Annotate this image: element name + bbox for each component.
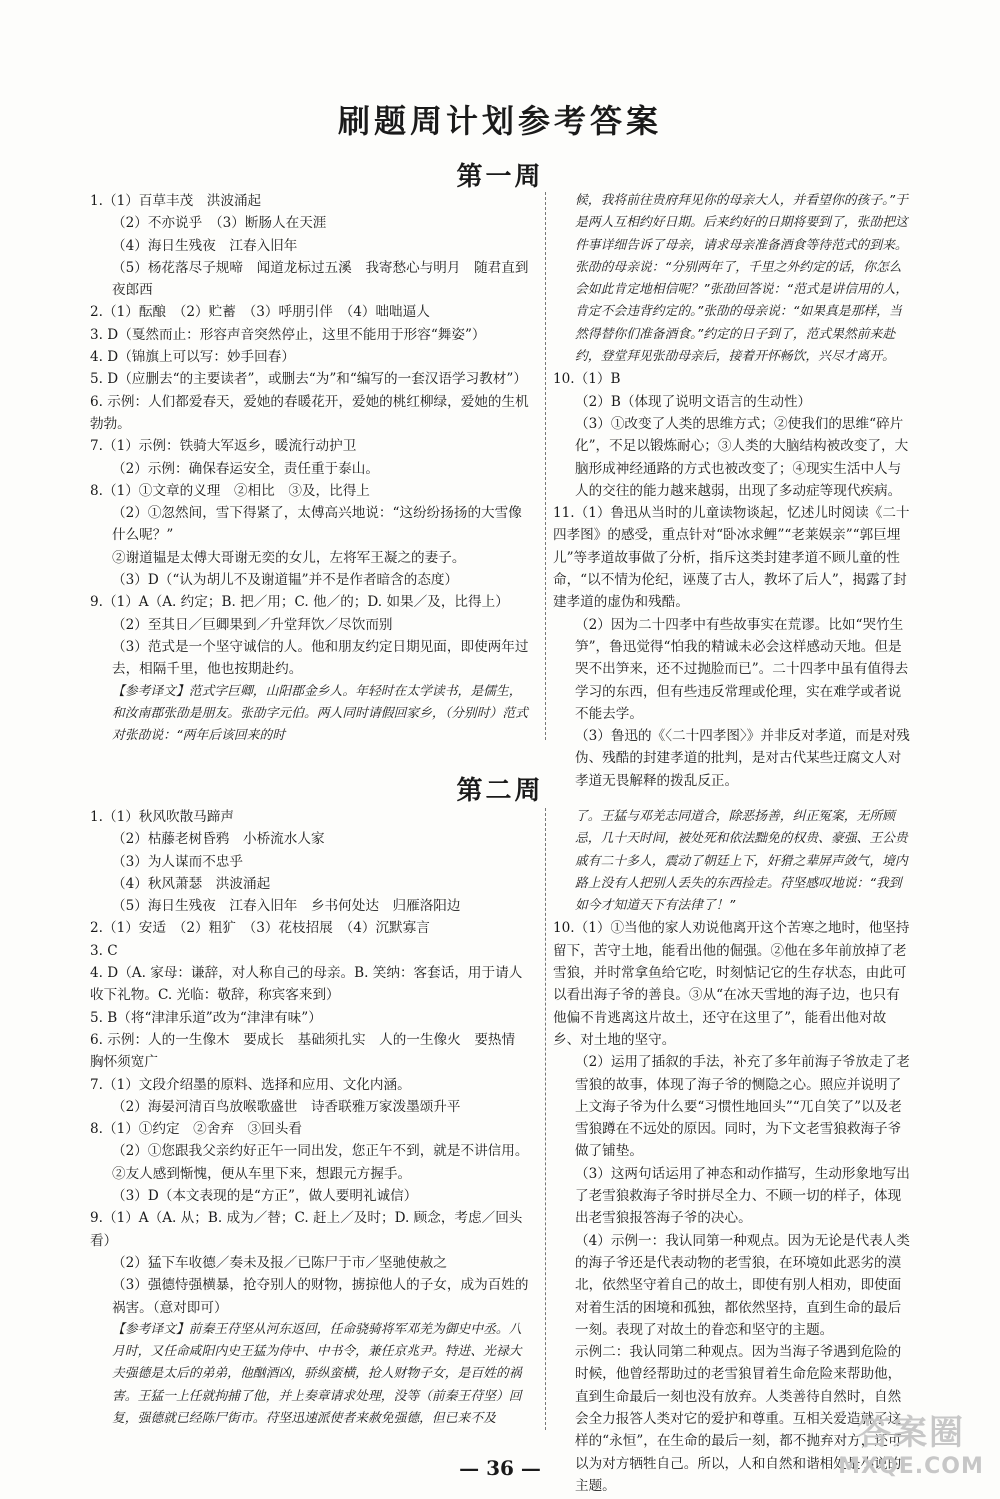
answer-line: 2.（1）安适 （2）粗犷 （3）花枝招展 （4）沉默寡言: [90, 920, 430, 937]
watermark-logo-text: 答案圈: [857, 1413, 965, 1453]
answer-line: （2）枯藤老树昏鸦 小桥流水人家: [112, 831, 325, 848]
answer-line: 7.（1）文段介绍墨的原料、选择和应用、文化内涵。: [90, 1076, 411, 1093]
answer-line: 3. C: [90, 942, 118, 959]
answer-line: （2）运用了插叙的手法，补充了多年前海子爷放走了老雪狼的故事，体现了海子爷的恻隐之心。照应并说明了上文海子爷为什么要“习惯性地回头”“兀自笑了”以及老雪狼蹲在不远处的原因。同时，为下文老雪狼救海子爷做了铺垫。: [575, 1054, 910, 1160]
week1-right-column: [553, 190, 913, 789]
week1-heading: 第一周: [456, 162, 544, 192]
answer-line: 5. D（应删去“的主要读者”，或删去“为”和“编写的一套汉语学习教材”）: [90, 371, 527, 388]
answer-line: 6. 示例：人的一生像木 要成长 基础须扎实 人的一生像火 要热情 胸怀须宽广: [90, 1031, 529, 1071]
answer-line: 4. D（锦旗上可以写：妙手回春）: [90, 349, 295, 366]
answer-line: 3. D（戛然而止：形容声音突然停止，这里不能用于形容“舞姿”）: [90, 326, 486, 343]
answer-line: ②谢道韫是太傅大哥谢无奕的女儿，左将军王凝之的妻子。: [112, 549, 466, 566]
answer-line: 6. 示例：人们都爱春天，爱她的春暖花开，爱她的桃红柳绿，爱她的生机勃勃。: [90, 393, 529, 432]
answer-line: （3）为人谋而不忠乎: [112, 853, 243, 870]
answer-line: （4）海日生残夜 江春入旧年: [112, 237, 298, 254]
answer-line: （2）海晏河清百鸟放喉歌盛世 诗香联雅万家泼墨颂升平: [112, 1098, 461, 1115]
answer-line: 5. B（将“津津乐道”改为“津津有味”）: [90, 1009, 322, 1026]
reference-translation-continued: 了。王猛与邓羌志同道合，除恶扬善，纠正冤案，无所顾忌，几十天时间，被处死和依法黜免的权贵、豪强、王公贵戚有二十多人，震动了朝廷上下，奸猾之辈屏声敛气，境内路上没有人把别人丢失的东西捡走。苻坚感叹地说：“我到如今才知道天下有法律了！”: [575, 809, 908, 914]
answer-line: 11.（1）鲁迅从当时的儿童读物谈起，忆述儿时阅读《二十四孝图》的感受，重点针对“卧冰求鲤”“老莱娱亲”“郭巨埋儿”等孝道故事做了分析，指斥这类封建孝道不顾儿童的性命，“以不情为伦纪，诬蔑了古人，教坏了后人”，揭露了封建孝道的虚伪和残酷。: [553, 505, 910, 611]
watermark-logo: [836, 1405, 986, 1479]
answer-line: 10.（1）B: [553, 371, 621, 388]
answer-line: （3）范式是一个坚守诚信的人。他和朋友约定日期见面，即使两年过去，相隔千里，他也按期赴约。: [112, 638, 529, 678]
answer-line: （2）猛下车收德／奏未及报／已陈尸于市／坚驰使赦之: [112, 1254, 447, 1271]
week1-left-column: [90, 190, 530, 765]
answer-line: （3）D（“认为胡儿不及谢道韫”并不是作者暗含的态度）: [112, 572, 459, 589]
reference-translation: 【参考译文】前秦王苻坚从河东返回，任命骁骑将军邓羌为御史中丞。八月时，又任命咸阳内史王猛为侍中、中书令，兼任京兆尹。特进、光禄大夫强德是太后的弟弟，他酗酒凶，骄纵蛮横，抢人财物子女，是百姓的祸害。王猛一上任就拘捕了他，并上奏章请求处理，没等（前秦王苻坚）回复，强德就已经陈尸街市。苻坚迅速派使者来赦免强德，但已来不及: [112, 1321, 522, 1427]
answer-line: 8.（1）①约定 ②舍弃 ③回头看: [90, 1121, 302, 1138]
answer-line: 9.（1）A（A. 从；B. 成为／替；C. 赶上／及时；D. 顾念，考虑／回头看）: [90, 1210, 523, 1249]
answer-line: （3）强德恃强横暴，抢夺别人的财物，掳掠他人的子女，成为百姓的祸害。（意对即可）: [112, 1277, 529, 1316]
answer-line: 1.（1）百草丰茂 洪波涌起: [90, 193, 262, 209]
answer-line: （2）示例：确保春运安全，责任重于泰山。: [112, 460, 379, 477]
answer-line: 8.（1）①文章的义理 ②相比 ③及，比得上: [90, 482, 370, 499]
reference-translation: 【参考译文】范式字巨卿，山阳郡金乡人。年轻时在太学读书，是儒生，和汝南郡张劭是朋友。张劭字元伯。两人同时请假回家乡，（分别时）范式对张劭说：“两年后该回来的时: [112, 683, 528, 744]
week2-heading: 第二周: [456, 776, 544, 806]
answer-line: （2）①您跟我父亲约好正午一同出发，您正午不到，就是不讲信用。②友人感到惭愧，便从车里下来，想跟元方握手。: [112, 1143, 529, 1182]
page-title: 刷题周计划参考答案: [337, 102, 662, 140]
answer-line: （2）因为二十四孝中有些故事实在荒谬。比如“哭竹生笋”，鲁迅觉得“怕我的精诚未必会这样感动天地。但是哭不出笋来，还不过抛脸而已”。二十四孝中虽有值得去学习的东西，但有些违反常理或伦理，实在难学或者说不能去学。: [575, 616, 909, 722]
answer-line: 7.（1）示例：铁骑大军返乡，暖流行动护卫: [90, 438, 357, 455]
answer-line: （5）杨花落尽子规啼 闻道龙标过五溪 我寄愁心与明月 随君直到夜郎西: [112, 259, 529, 299]
answer-line: （4）示例一：我认同第一种观点。因为无论是代表人类的海子爷还是代表动物的老雪狼，在环境如此恶劣的漠北，依然坚守着自己的故土，即使有别人相劝，即使面对着生活的困境和孤独，都依然坚持，直到生命的最后一刻。表现了对故土的眷恋和坚守的主题。: [575, 1232, 910, 1338]
watermark-url: MXQE.COM: [838, 1454, 984, 1479]
answer-line: 10.（1）①当他的家人劝说他离开这个苦寒之地时，他坚持留下，苦守土地，能看出他的倔强。②他在多年前放掉了老雪狼，并时常拿鱼给它吃，时刻惦记它的生存状态，由此可以看出海子爷的善良。③从“在冰天雪地的海子边，也只有他偏不肯逃离这片故土，还守在这里了”，能看出他对故乡、对土地的坚守。: [553, 920, 910, 1048]
answer-line: 2.（1）酝酿 （2）贮蓄 （3）呼朋引伴 （4）咄咄逼人: [90, 304, 430, 321]
answer-line: 9.（1）A（A. 约定；B. 把／用；C. 他／的；D. 如果／及，比得上）: [90, 594, 509, 611]
column-divider: [545, 808, 546, 1430]
answer-line: （2）不亦说乎 （3）断肠人在天涯: [112, 215, 327, 232]
answer-line: （2）①忽然间，雪下得紧了，太傅高兴地说：“这纷纷扬扬的大雪像什么呢？”: [112, 505, 522, 544]
answer-line: （2）B（体现了说明文语言的生动性）: [575, 393, 812, 410]
answer-line: （4）秋风萧瑟 洪波涌起: [112, 875, 271, 892]
answer-line: （3）①改变了人类的思维方式；②使我们的思维“碎片化”，不足以锻炼耐心；③人类的大脑结构被改变了，大脑形成神经通路的方式也被改变了；④现实生活中人与人的交往的能力越来越弱，出现了多动症等现代疾病。: [575, 415, 909, 499]
week2-left-column: [90, 806, 530, 1436]
answer-line: 示例二：我认同第二种观点。因为当海子爷遇到危险的时候，他曾经帮助过的老雪狼冒着生命危险来帮助他，直到生命最后一刻也没有放弃。人类善待自然时，自然会全力报答人类对它的爱护和尊重。互相关爱造就了这样的“永恒”，在生命的最后一刻，都不抛弃对方，还可以为对方牺牲自己。所以，人和自然和谐相处是小说的主题。: [575, 1344, 902, 1494]
answer-line: 4. D（A. 家母：谦辞，对人称自己的母亲。B. 笑纳：客套话，用于请人收下礼物。C. 光临：敬辞，称宾客来到）: [90, 965, 523, 1004]
answer-line: （3）D（本文表现的是“方正”，做人要明礼诚信）: [112, 1188, 418, 1205]
answer-line: （3）这两句话运用了神态和动作描写，生动形象地写出了老雪狼救海子爷时拼尽全力、不顾一切的样子，体现出老雪狼报答海子爷的决心。: [575, 1165, 910, 1227]
answer-line: 1.（1）秋风吹散马蹄声: [90, 809, 234, 825]
answer-line: （5）海日生残夜 江春入旧年 乡书何处达 归雁洛阳边: [112, 898, 461, 915]
page-number: — 36 —: [459, 1456, 541, 1480]
column-divider: [545, 192, 546, 740]
answer-line: （2）至其日／巨卿果到／升堂拜饮／尽饮而别: [112, 616, 393, 633]
reference-translation-continued: 候，我将前往贵府拜见你的母亲大人，并看望你的孩子。”于是两人互相约好日期。后来约好的日期将要到了，张劭把这件事详细告诉了母亲，请求母亲准备酒食等待范式的到来。张劭的母亲说：“分别两年了，千里之外约定的话，你怎么会如此肯定地相信呢？”张劭回答说：“范式是讲信用的人，肯定不会违背约定的。”张劭的母亲说：“如果真是那样，当然得替你们准备酒食。”约定的日子到了，范式果然前来赴约，登堂拜见张劭母亲后，接着开怀畅饮，兴尽才离开。: [575, 193, 909, 365]
answer-line: （3）鲁迅的《〈二十四孝图〉》并非反对孝道，而是对残伪、残酷的封建孝道的批判，是对古代某些迂腐文人对孝道无畏解释的拨乱反正。: [575, 728, 910, 789]
